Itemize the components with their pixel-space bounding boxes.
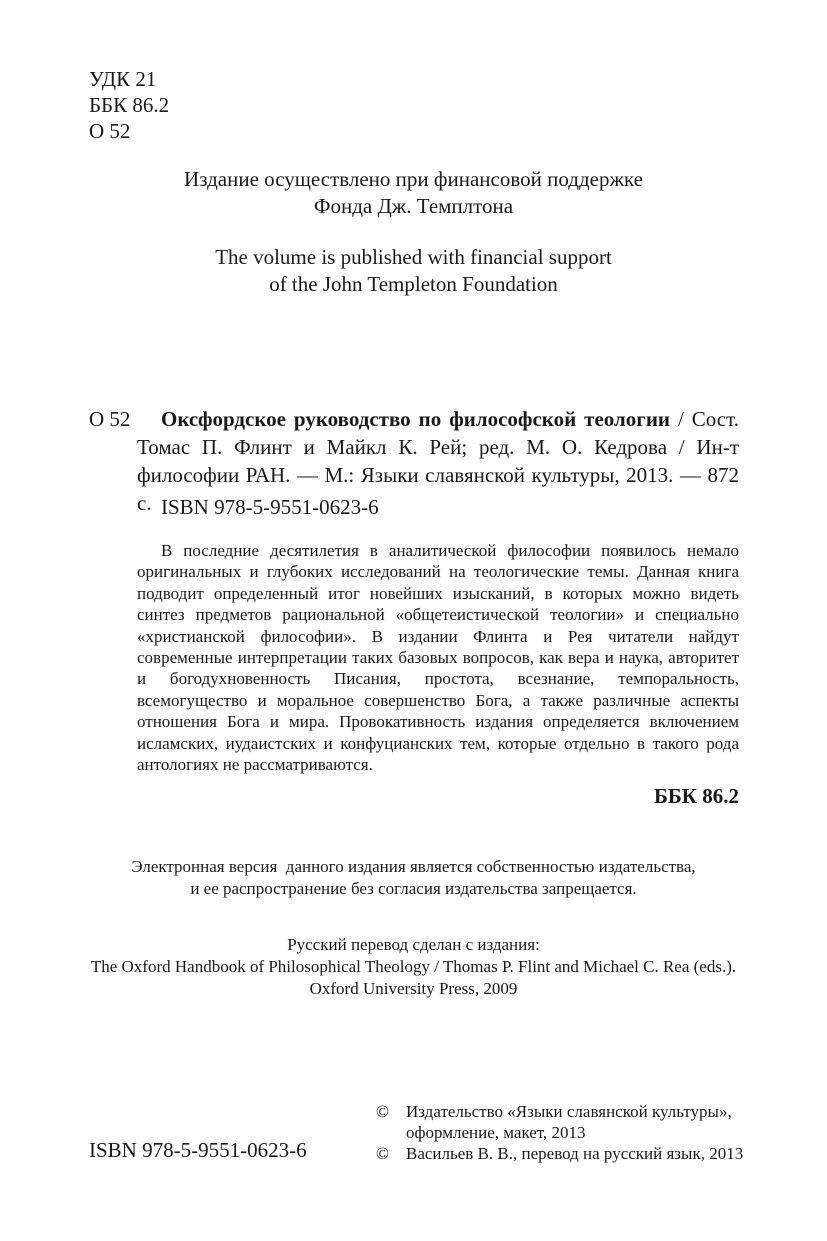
copyright-translator	[376, 1143, 746, 1164]
book-title: Оксфордское руководство по философской теологии	[161, 407, 671, 431]
copyright-translator-text: Васильев В. В., перевод на русский язык, 2013	[406, 1144, 744, 1163]
support-en-line-1: The volume is published with financial support	[215, 245, 612, 269]
translation-line-2: The Oxford Handbook of Philosophical Theology / Thomas P. Flint and Michael C. Rea (eds.).	[90, 957, 737, 976]
isbn-bottom: ISBN 978-5-9551-0623-6	[89, 1138, 307, 1162]
electronic-version-notice	[0, 856, 827, 900]
author-mark: О 52	[89, 119, 131, 143]
support-en-line-2: of the John Templeton Foundation	[269, 272, 558, 296]
support-ru-line-1: Издание осуществлено при финансовой поддержке	[184, 167, 643, 191]
entry-code: О 52	[89, 407, 131, 431]
bbk-right: ББК 86.2	[654, 784, 739, 808]
electronic-line-2: и ее распространение без согласия издательства запрещается.	[190, 879, 637, 898]
entry-isbn: ISBN 978-5-9551-0623-6	[161, 495, 379, 519]
copyright-block	[376, 1101, 746, 1164]
support-notice-ru	[0, 166, 827, 220]
electronic-line-1: Электронная версия данного издания является собственностью издательства,	[131, 857, 696, 876]
translation-line-1: Русский перевод сделан с издания:	[287, 935, 540, 954]
copyright-symbol: ©	[376, 1102, 389, 1121]
translation-line-3: Oxford University Press, 2009	[309, 979, 518, 998]
bbk-code: ББК 86.2	[89, 93, 170, 117]
copyright-symbol: ©	[376, 1144, 389, 1163]
support-ru-line-2: Фонда Дж. Темплтона	[313, 194, 514, 218]
entry-details: / Сост. Томас П. Флинт и Майкл К. Рей; ред. М. О. Кедрова / Ин-т философии РАН. — М.: Языки славянской культуры, 2013. — 872 с.	[137, 407, 739, 515]
classification-codes	[89, 66, 169, 144]
copyright-publisher-text: Издательство «Языки славянской культуры», оформление, макет, 2013	[406, 1102, 732, 1142]
udk-code: УДК 21	[89, 67, 157, 91]
abstract-paragraph: В последние десятилетия в аналитической философии появилось немало оригинальных и глубоких исследований на теологические темы. Данная книга подводит определенный итог новейших изысканий, в которых можно видеть синтез предметов рациональной «общетеистической теологии» и специально «христианской философии». В издании Флинта и Рея читатели найдут современные интерпретации таких базовых вопросов, как вера и наука, авторитет и богодухновенность Писания, простота, всезнание, темпоральность, всемогущество и моральное совершенство Бога, а также различные аспекты отношения Бога и мира. Провокативность издания определяется включением исламских, иудаистских и конфуцианских тем, которые отдельно в такого рода антологиях не рассматриваются.	[137, 541, 739, 775]
copyright-publisher	[376, 1101, 746, 1143]
support-notice-en	[0, 244, 827, 298]
translation-source	[0, 934, 827, 1000]
